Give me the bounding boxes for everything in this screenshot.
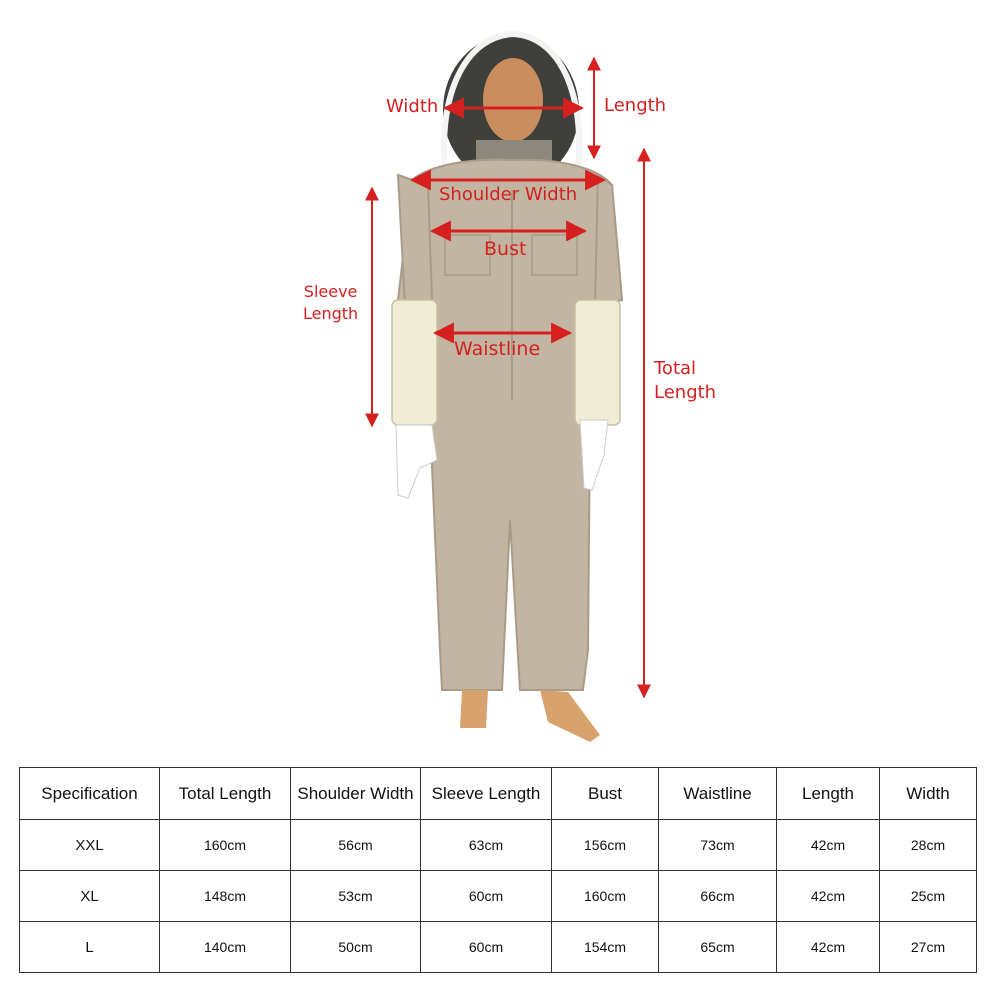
cell-bust: 156cm <box>552 820 659 871</box>
sleeve-label-line1: Sleeve <box>303 282 358 301</box>
mannequin-face <box>483 58 543 142</box>
table-row <box>20 871 977 922</box>
total-label-line1: Total <box>654 358 697 379</box>
sleeve-label-line2: Length <box>303 304 359 323</box>
cell-width: 25cm <box>880 871 977 922</box>
label-sleeve-length <box>303 281 358 325</box>
cell-bust: 154cm <box>552 922 659 973</box>
cell-total-length: 140cm <box>160 922 291 973</box>
cell-length: 42cm <box>777 871 880 922</box>
label-shoulder-width: Shoulder Width <box>439 184 578 205</box>
table-row <box>20 922 977 973</box>
cell-length: 42cm <box>777 922 880 973</box>
cell-sleeve-length: 63cm <box>421 820 552 871</box>
label-hood-width: Width <box>386 96 439 117</box>
cell-waistline: 73cm <box>659 820 777 871</box>
label-bust: Bust <box>484 238 527 260</box>
cell-size: XXL <box>20 820 160 871</box>
cell-waistline: 65cm <box>659 922 777 973</box>
cell-width: 27cm <box>880 922 977 973</box>
cell-length: 42cm <box>777 820 880 871</box>
cell-shoulder-width: 56cm <box>291 820 421 871</box>
feet <box>460 690 600 742</box>
size-chart-table <box>19 767 977 973</box>
cell-size: L <box>20 922 160 973</box>
header-width: Width <box>880 768 977 820</box>
header-specification: Specification <box>20 768 160 820</box>
total-label-line2: Length <box>654 382 717 403</box>
header-waistline: Waistline <box>659 768 777 820</box>
table-header-row <box>20 768 977 820</box>
cell-total-length: 160cm <box>160 820 291 871</box>
header-sleeve-length: Sleeve Length <box>421 768 552 820</box>
cell-waistline: 66cm <box>659 871 777 922</box>
cell-size: XL <box>20 871 160 922</box>
header-total-length: Total Length <box>160 768 291 820</box>
label-total-length <box>654 357 716 405</box>
label-hood-length: Length <box>604 95 667 116</box>
cell-width: 28cm <box>880 820 977 871</box>
header-length: Length <box>777 768 880 820</box>
cell-bust: 160cm <box>552 871 659 922</box>
cell-sleeve-length: 60cm <box>421 871 552 922</box>
cell-shoulder-width: 53cm <box>291 871 421 922</box>
cell-total-length: 148cm <box>160 871 291 922</box>
table-row <box>20 820 977 871</box>
cell-sleeve-length: 60cm <box>421 922 552 973</box>
cell-shoulder-width: 50cm <box>291 922 421 973</box>
header-shoulder-width: Shoulder Width <box>291 768 421 820</box>
header-bust: Bust <box>552 768 659 820</box>
label-waistline: Waistline <box>454 338 541 360</box>
